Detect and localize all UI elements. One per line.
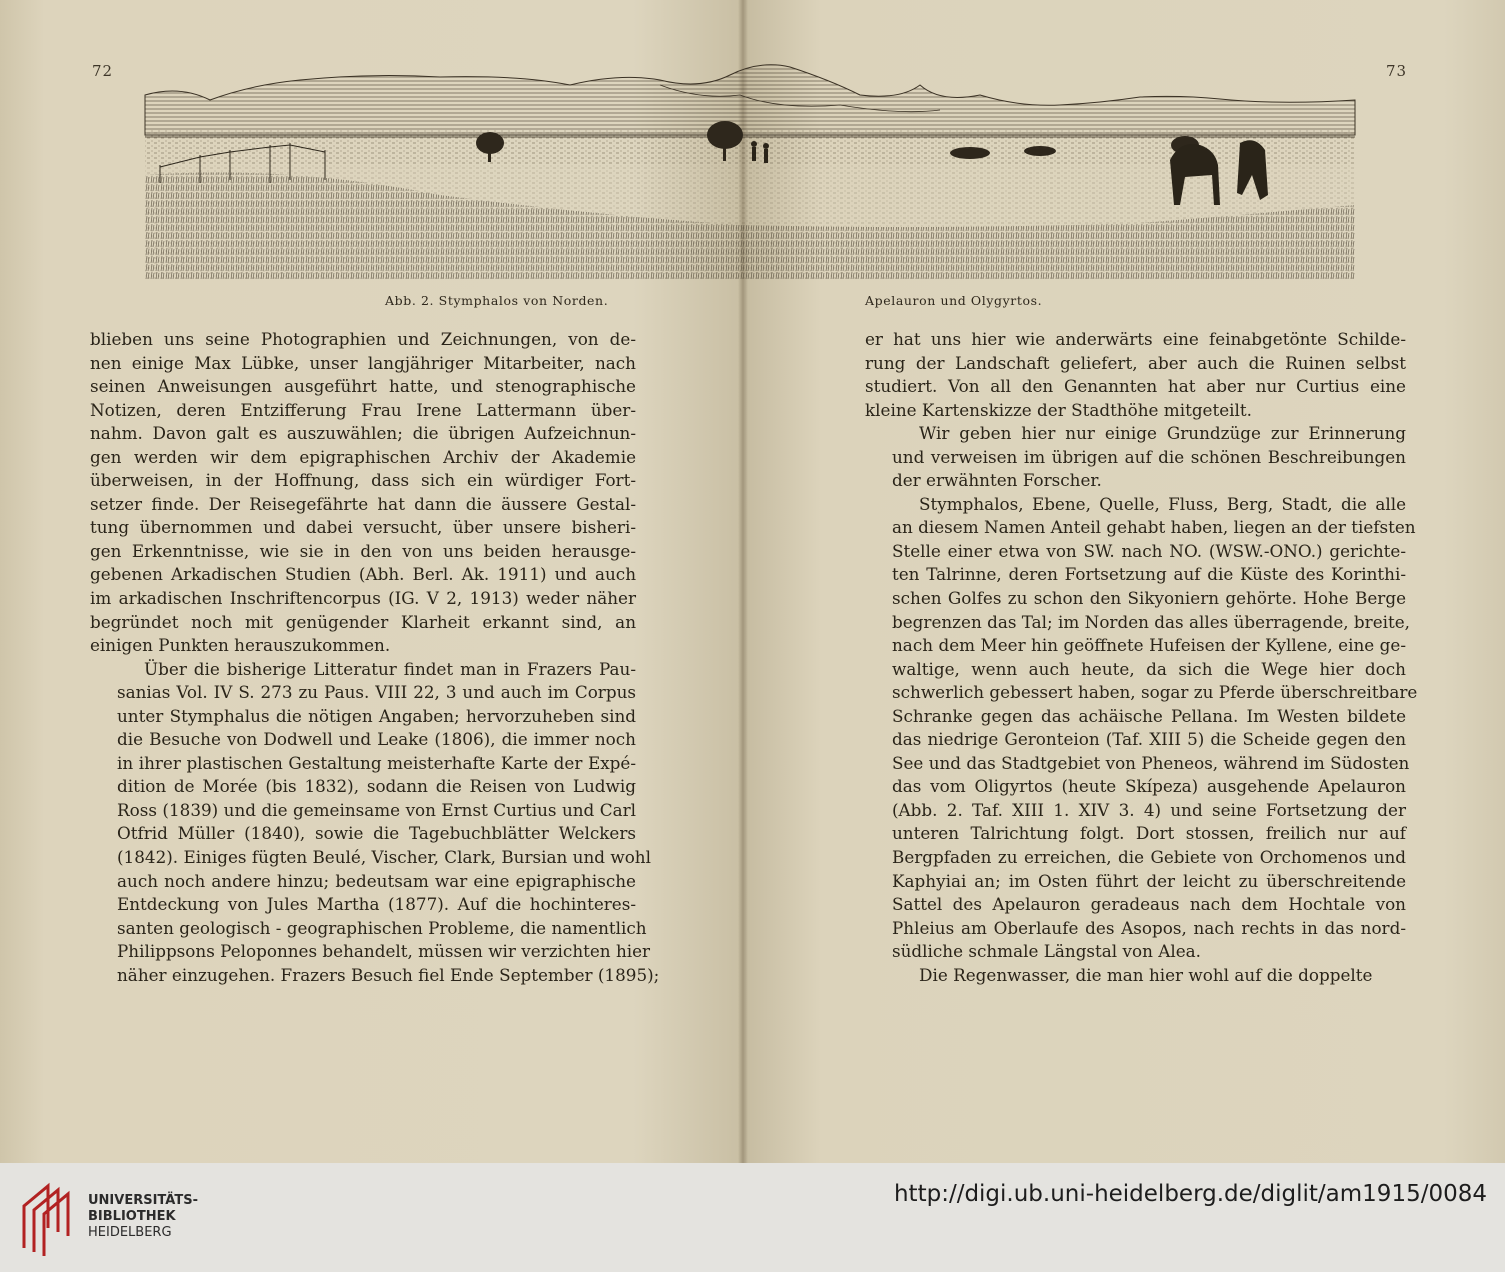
- text-line: das vom Oligyrtos (heute Skípeza) ausgehende Apelauron: [892, 776, 1406, 797]
- library-line-1: UNIVERSITÄTS-: [88, 1193, 198, 1208]
- text-line: in ihrer plastischen Gestaltung meisterhafte Karte der Expé-: [117, 752, 636, 773]
- text-line: tung übernommen und dabei versucht, über unsere bisheri-: [90, 517, 636, 538]
- text-line: die Besuche von Dodwell und Leake (1806), die immer noch: [117, 729, 636, 750]
- library-logo-icon: [18, 1178, 80, 1258]
- text-line: gen werden wir dem epigraphischen Archiv der Akademie: [90, 446, 636, 467]
- left-text-column: [90, 328, 660, 987]
- text-line: unter Stymphalus die nötigen Angaben; hervorzuheben sind: [117, 705, 636, 726]
- text-line: im arkadischen Inschriftencorpus (IG. V 2, 1913) weder näher: [90, 588, 636, 609]
- text-line: an diesem Namen Anteil gehabt haben, liegen an der tiefsten: [892, 517, 1416, 538]
- permalink-url[interactable]: http://digi.ub.uni-heidelberg.de/diglit/am1915/0084: [893, 1181, 1487, 1207]
- text-line: Notizen, deren Entzifferung Frau Irene Lattermann über-: [90, 399, 636, 420]
- text-line: studiert. Von all den Genannten hat aber nur Curtius eine: [865, 376, 1406, 397]
- text-line: nahm. Davon galt es auszuwählen; die übrigen Aufzeichnun-: [90, 423, 636, 444]
- text-line: Phleius am Oberlaufe des Asopos, nach rechts in das nord-: [892, 917, 1406, 938]
- text-line: Otfrid Müller (1840), sowie die Tagebuchblätter Welckers: [117, 823, 636, 844]
- text-line: santen geologisch - geographischen Probleme, die namentlich: [117, 917, 647, 938]
- footer-bar: [0, 1163, 1505, 1272]
- text-line: südliche schmale Längstal von Alea.: [892, 941, 1201, 962]
- figure-caption-right: Apelauron und Olygyrtos.: [865, 293, 1043, 308]
- text-line: unteren Talrichtung folgt. Dort stossen, freilich nur auf: [892, 823, 1406, 844]
- text-line: nach dem Meer hin geöffnete Hufeisen der Kyllene, eine ge-: [892, 635, 1406, 656]
- text-line: und verweisen im übrigen auf die schönen Beschreibungen: [892, 446, 1406, 467]
- text-line: (Abb. 2. Taf. XIII 1. XIV 3. 4) und seine Fortsetzung der: [892, 799, 1406, 820]
- text-line: näher einzugehen. Frazers Besuch fiel Ende September (1895);: [117, 964, 660, 985]
- text-line: Schranke gegen das achäische Pellana. Im Westen bildete: [892, 705, 1406, 726]
- text-line: blieben uns seine Photographien und Zeichnungen, von de-: [90, 329, 636, 349]
- text-line: der erwähnten Forscher.: [892, 470, 1102, 491]
- paragraph: [865, 422, 1406, 493]
- paragraph: [865, 964, 1406, 988]
- figure-caption-left: Abb. 2. Stymphalos von Norden.: [385, 293, 609, 308]
- text-line: sanias Vol. IV S. 273 zu Paus. VIII 22, 3 und auch im Corpus: [117, 682, 636, 703]
- right-text-column: [865, 328, 1418, 987]
- text-line: dition de Morée (bis 1832), sodann die Reisen von Ludwig: [117, 776, 636, 797]
- paragraph: [865, 328, 1406, 422]
- library-line-2: BIBLIOTHEK: [88, 1209, 176, 1224]
- text-line: überweisen, in der Hoffnung, dass sich ein würdiger Fort-: [90, 470, 636, 491]
- text-line: schen Golfes zu schon den Sikyoniern gehörte. Hohe Berge: [892, 588, 1406, 609]
- text-line: schwerlich gebessert haben, sogar zu Pferde überschreitbare: [892, 682, 1418, 703]
- page-number-right: 73: [1386, 62, 1408, 80]
- text-line: ten Talrinne, deren Fortsetzung auf die Küste des Korinthi-: [892, 564, 1406, 585]
- text-line: gen Erkenntnisse, wie sie in den von uns beiden herausge-: [90, 540, 636, 561]
- text-line: waltige, wenn auch heute, da sich die Wege hier doch: [892, 658, 1406, 679]
- text-line: Sattel des Apelauron geradeaus nach dem Hochtale von: [892, 894, 1406, 915]
- text-line: auch noch andere hinzu; bedeutsam war eine epigraphische: [117, 870, 636, 891]
- text-line: Bergpfaden zu erreichen, die Gebiete von Orchomenos und: [892, 847, 1406, 868]
- text-line: setzer finde. Der Reisegefährte hat dann die äussere Gestal-: [90, 493, 636, 514]
- text-line: Über die bisherige Litteratur findet man in Frazers Pau-: [144, 658, 636, 679]
- text-line: begründet noch mit genügender Klarheit erkannt sind, an: [90, 611, 636, 632]
- paragraph: [90, 658, 660, 988]
- text-line: Die Regenwasser, die man hier wohl auf die doppelte: [919, 964, 1373, 985]
- text-line: gebenen Arkadischen Studien (Abh. Berl. Ak. 1911) und auch: [90, 564, 636, 585]
- text-line: rung der Landschaft geliefert, aber auch die Ruinen selbst: [865, 352, 1406, 373]
- text-line: er hat uns hier wie anderwärts eine feinabgetönte Schilde-: [865, 329, 1406, 349]
- library-name: [88, 1193, 198, 1241]
- text-line: seinen Anweisungen ausgeführt hatte, und stenographische: [90, 376, 636, 397]
- paragraph: [865, 493, 1418, 964]
- text-line: einigen Punkten herauszukommen.: [90, 635, 391, 656]
- text-line: Ross (1839) und die gemeinsame von Ernst Curtius und Carl: [117, 799, 636, 820]
- library-line-3: HEIDELBERG: [88, 1225, 172, 1240]
- text-line: Kaphyiai an; im Osten führt der leicht zu überschreitende: [892, 870, 1406, 891]
- text-line: nen einige Max Lübke, unser langjähriger Mitarbeiter, nach: [90, 352, 636, 373]
- text-line: kleine Kartenskizze der Stadthöhe mitgeteilt.: [865, 399, 1252, 420]
- text-line: begrenzen das Tal; im Norden das alles überragende, breite,: [892, 611, 1411, 632]
- text-line: Stymphalos, Ebene, Quelle, Fluss, Berg, Stadt, die alle: [919, 493, 1406, 514]
- text-line: (1842). Einiges fügten Beulé, Vischer, Clark, Bursian und wohl: [117, 847, 651, 868]
- text-line: See und das Stadtgebiet von Pheneos, während im Südosten: [892, 752, 1410, 773]
- text-line: Wir geben hier nur einige Grundzüge zur Erinnerung: [919, 423, 1406, 444]
- text-line: Stelle einer etwa von SW. nach NO. (WSW.-ONO.) gerichte-: [892, 540, 1406, 561]
- paragraph: [90, 328, 636, 658]
- text-line: das niedrige Geronteion (Taf. XIII 5) die Scheide gegen den: [892, 729, 1406, 750]
- text-line: Entdeckung von Jules Martha (1877). Auf die hochinteres-: [117, 894, 636, 915]
- text-line: Philippsons Peloponnes behandelt, müssen wir verzichten hier: [117, 941, 651, 962]
- page-number-left: 72: [92, 62, 114, 80]
- landscape-illustration: [140, 55, 1360, 285]
